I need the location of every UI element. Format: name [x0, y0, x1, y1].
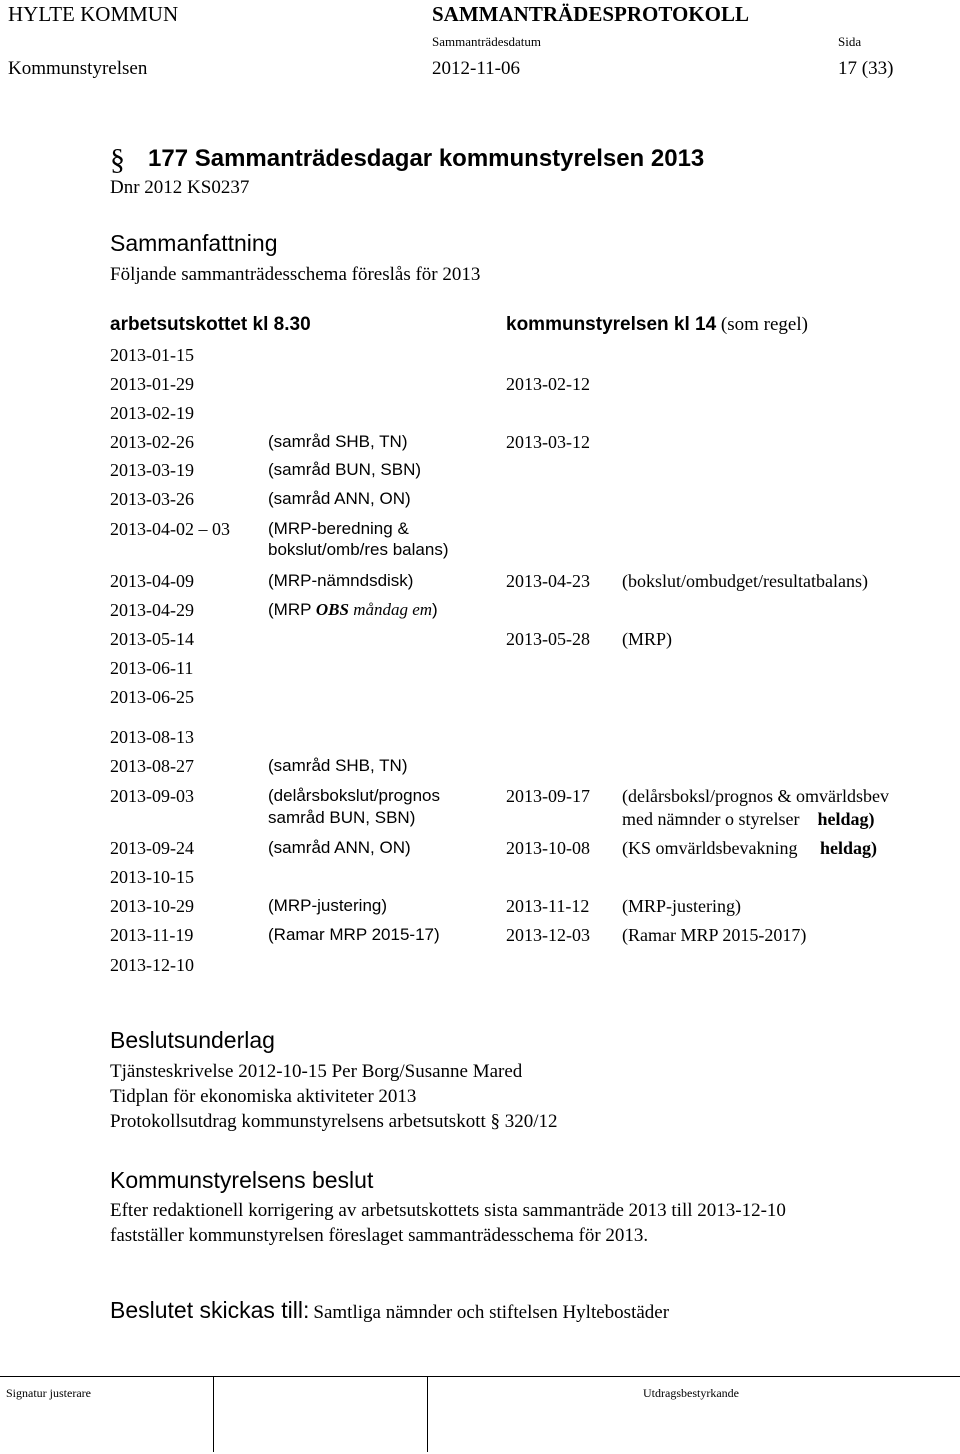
distribution-text: Samtliga nämnder och stiftelsen Hyltebostäder: [313, 1302, 670, 1323]
underlag-line: Tjänsteskrivelse 2012-10-15 Per Borg/Susanne Mared: [110, 1061, 523, 1082]
beslut-line: Efter redaktionell korrigering av arbetsutskottets sista sammanträde 2013 till 2013-12-10: [110, 1200, 786, 1221]
footer-box-divider: [427, 1376, 428, 1452]
col-header-ks: kommunstyrelsen kl 14 (som regel): [506, 314, 808, 335]
beslutsunderlag-heading: Beslutsunderlag: [110, 1027, 275, 1053]
distribution-heading: Beslutet skickas till:: [110, 1297, 310, 1323]
body-name: Kommunstyrelsen: [8, 58, 148, 79]
page-number: 17 (33): [838, 58, 894, 79]
paragraph-sign: §: [110, 143, 125, 176]
page-label: Sida: [838, 34, 862, 49]
diary-number: Dnr 2012 KS0237: [110, 177, 250, 198]
sammanfattning-heading: Sammanfattning: [110, 230, 278, 256]
col-header-au: arbetsutskottet kl 8.30: [110, 314, 311, 335]
utdrag-label: Utdragsbestyrkande: [643, 1386, 739, 1400]
distribution: [110, 1297, 669, 1324]
signatur-label: Signatur justerare: [6, 1386, 91, 1400]
underlag-line: Protokollsutdrag kommunstyrelsens arbetsutskott § 320/12: [110, 1111, 558, 1132]
beslut-heading: Kommunstyrelsens beslut: [110, 1167, 374, 1193]
date-label: Sammanträdesdatum: [432, 34, 542, 49]
document-title: SAMMANTRÄDESPROTOKOLL: [432, 2, 749, 26]
org-name: HYLTE KOMMUN: [8, 2, 179, 26]
sammanfattning-text: Följande sammanträdesschema föreslås för 2013: [110, 264, 481, 285]
meeting-date: 2012-11-06: [432, 58, 520, 79]
footer-box-divider: [213, 1376, 214, 1452]
footer-divider: [0, 1376, 960, 1377]
underlag-line: Tidplan för ekonomiska aktiviteter 2013: [110, 1086, 417, 1107]
beslut-line: fastställer kommunstyrelsen föreslaget sammanträdesschema för 2013.: [110, 1225, 649, 1246]
section-title: 177 Sammanträdesdagar kommunstyrelsen 2013: [148, 145, 705, 172]
